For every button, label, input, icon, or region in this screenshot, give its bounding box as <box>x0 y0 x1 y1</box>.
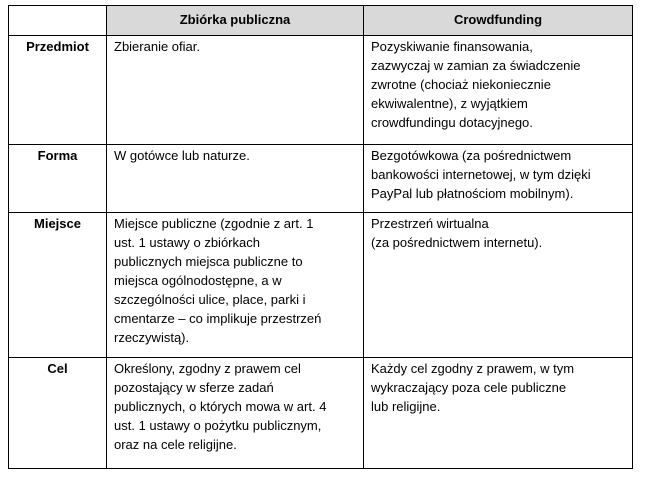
cell-zbiorka: Zbieranie ofiar. <box>107 36 364 145</box>
comparison-table <box>8 5 633 469</box>
cell-zbiorka: Określony, zgodny z prawem cel pozostający w sferze zadań publicznych, o których mowa w art. 4 ust. 1 ustawy o pożytku publicznym, oraz na cele religijne. <box>107 358 364 469</box>
table-row-przedmiot <box>9 36 633 145</box>
cell-zbiorka: Miejsce publiczne (zgodnie z art. 1 ust. 1 ustawy o zbiórkach publicznych miejsca publiczne to miejsca ogólnodostępne, a w szczególności ulice, place, parki i cmentarze – co implikuje przestrzeń rzeczywistą). <box>107 213 364 358</box>
row-label: Forma <box>9 145 107 213</box>
header-crowdfunding: Crowdfunding <box>364 6 633 36</box>
header-corner-cell <box>9 6 107 36</box>
cell-crowdfunding: Przestrzeń wirtualna (za pośrednictwem internetu). <box>364 213 633 358</box>
table-row-forma <box>9 145 633 213</box>
cell-crowdfunding: Pozyskiwanie finansowania, zazwyczaj w zamian za świadczenie zwrotne (chociaż niekoniecznie ekwiwalentne), z wyjątkiem crowdfundingu dotacyjnego. <box>364 36 633 145</box>
table-row-cel <box>9 358 633 469</box>
header-row <box>9 6 633 36</box>
header-zbiorka-publiczna: Zbiórka publiczna <box>107 6 364 36</box>
cell-crowdfunding: Każdy cel zgodny z prawem, w tym wykraczający poza cele publiczne lub religijne. <box>364 358 633 469</box>
cell-zbiorka: W gotówce lub naturze. <box>107 145 364 213</box>
cell-crowdfunding: Bezgotówkowa (za pośrednictwem bankowości internetowej, w tym dzięki PayPal lub płatnościom mobilnym). <box>364 145 633 213</box>
row-label: Przedmiot <box>9 36 107 145</box>
table-row-miejsce <box>9 213 633 358</box>
row-label: Cel <box>9 358 107 469</box>
row-label: Miejsce <box>9 213 107 358</box>
